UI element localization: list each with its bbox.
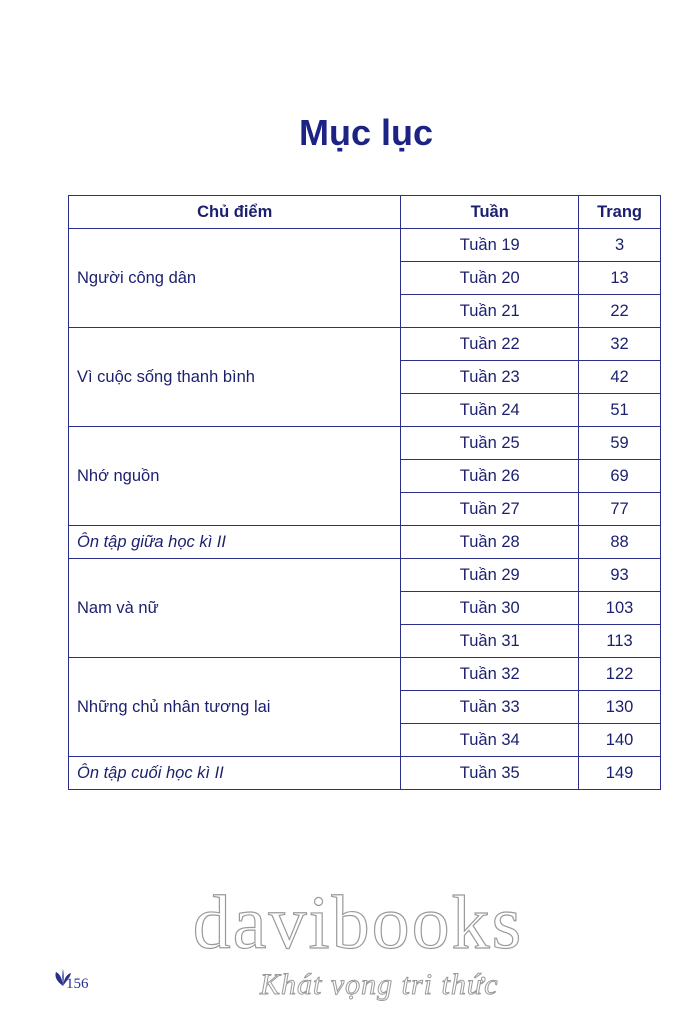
- page-cell: 88: [579, 526, 661, 559]
- table-row: [69, 427, 661, 460]
- week-cell: Tuần 33: [401, 691, 579, 724]
- page-cell: 113: [579, 625, 661, 658]
- week-cell: Tuần 22: [401, 328, 579, 361]
- page-cell: 22: [579, 295, 661, 328]
- page-cell: 3: [579, 229, 661, 262]
- topic-cell: Người công dân: [69, 229, 401, 328]
- week-cell: Tuần 31: [401, 625, 579, 658]
- week-cell: Tuần 21: [401, 295, 579, 328]
- table-row: [69, 757, 661, 790]
- table-row: [69, 229, 661, 262]
- brand-watermark: davibooks: [192, 881, 524, 965]
- page-cell: 140: [579, 724, 661, 757]
- week-cell: Tuần 25: [401, 427, 579, 460]
- week-cell: Tuần 20: [401, 262, 579, 295]
- page-cell: 42: [579, 361, 661, 394]
- week-cell: Tuần 34: [401, 724, 579, 757]
- topic-cell: Ôn tập cuối học kì II: [69, 757, 401, 790]
- week-cell: Tuần 23: [401, 361, 579, 394]
- table-row: [69, 658, 661, 691]
- week-cell: Tuần 28: [401, 526, 579, 559]
- table-row: [69, 526, 661, 559]
- header-topic: Chủ điểm: [69, 196, 401, 229]
- page-cell: 77: [579, 493, 661, 526]
- table-header-row: [69, 196, 661, 229]
- week-cell: Tuần 27: [401, 493, 579, 526]
- brand-tagline: Khát vọng tri thức: [260, 968, 499, 1001]
- page-title: Mục lục: [298, 112, 433, 153]
- page-cell: 103: [579, 592, 661, 625]
- topic-cell: Vì cuộc sống thanh bình: [69, 328, 401, 427]
- page-cell: 122: [579, 658, 661, 691]
- toc-body: [69, 229, 661, 790]
- table-row: [69, 328, 661, 361]
- week-cell: Tuần 29: [401, 559, 579, 592]
- week-cell: Tuần 19: [401, 229, 579, 262]
- toc-table: [68, 195, 661, 790]
- page-cell: 51: [579, 394, 661, 427]
- page-cell: 13: [579, 262, 661, 295]
- page-cell: 32: [579, 328, 661, 361]
- page-cell: 59: [579, 427, 661, 460]
- header-week: Tuần: [401, 196, 579, 229]
- week-cell: Tuần 24: [401, 394, 579, 427]
- header-page: Trang: [579, 196, 661, 229]
- page-cell: 149: [579, 757, 661, 790]
- week-cell: Tuần 26: [401, 460, 579, 493]
- topic-cell: Ôn tập giữa học kì II: [69, 526, 401, 559]
- page-cell: 69: [579, 460, 661, 493]
- topic-cell: Những chủ nhân tương lai: [69, 658, 401, 757]
- week-cell: Tuần 30: [401, 592, 579, 625]
- week-cell: Tuần 32: [401, 658, 579, 691]
- topic-cell: Nam và nữ: [69, 559, 401, 658]
- page-cell: 93: [579, 559, 661, 592]
- week-cell: Tuần 35: [401, 757, 579, 790]
- topic-cell: Nhớ nguồn: [69, 427, 401, 526]
- page-cell: 130: [579, 691, 661, 724]
- page-number: 156: [66, 976, 89, 992]
- table-row: [69, 559, 661, 592]
